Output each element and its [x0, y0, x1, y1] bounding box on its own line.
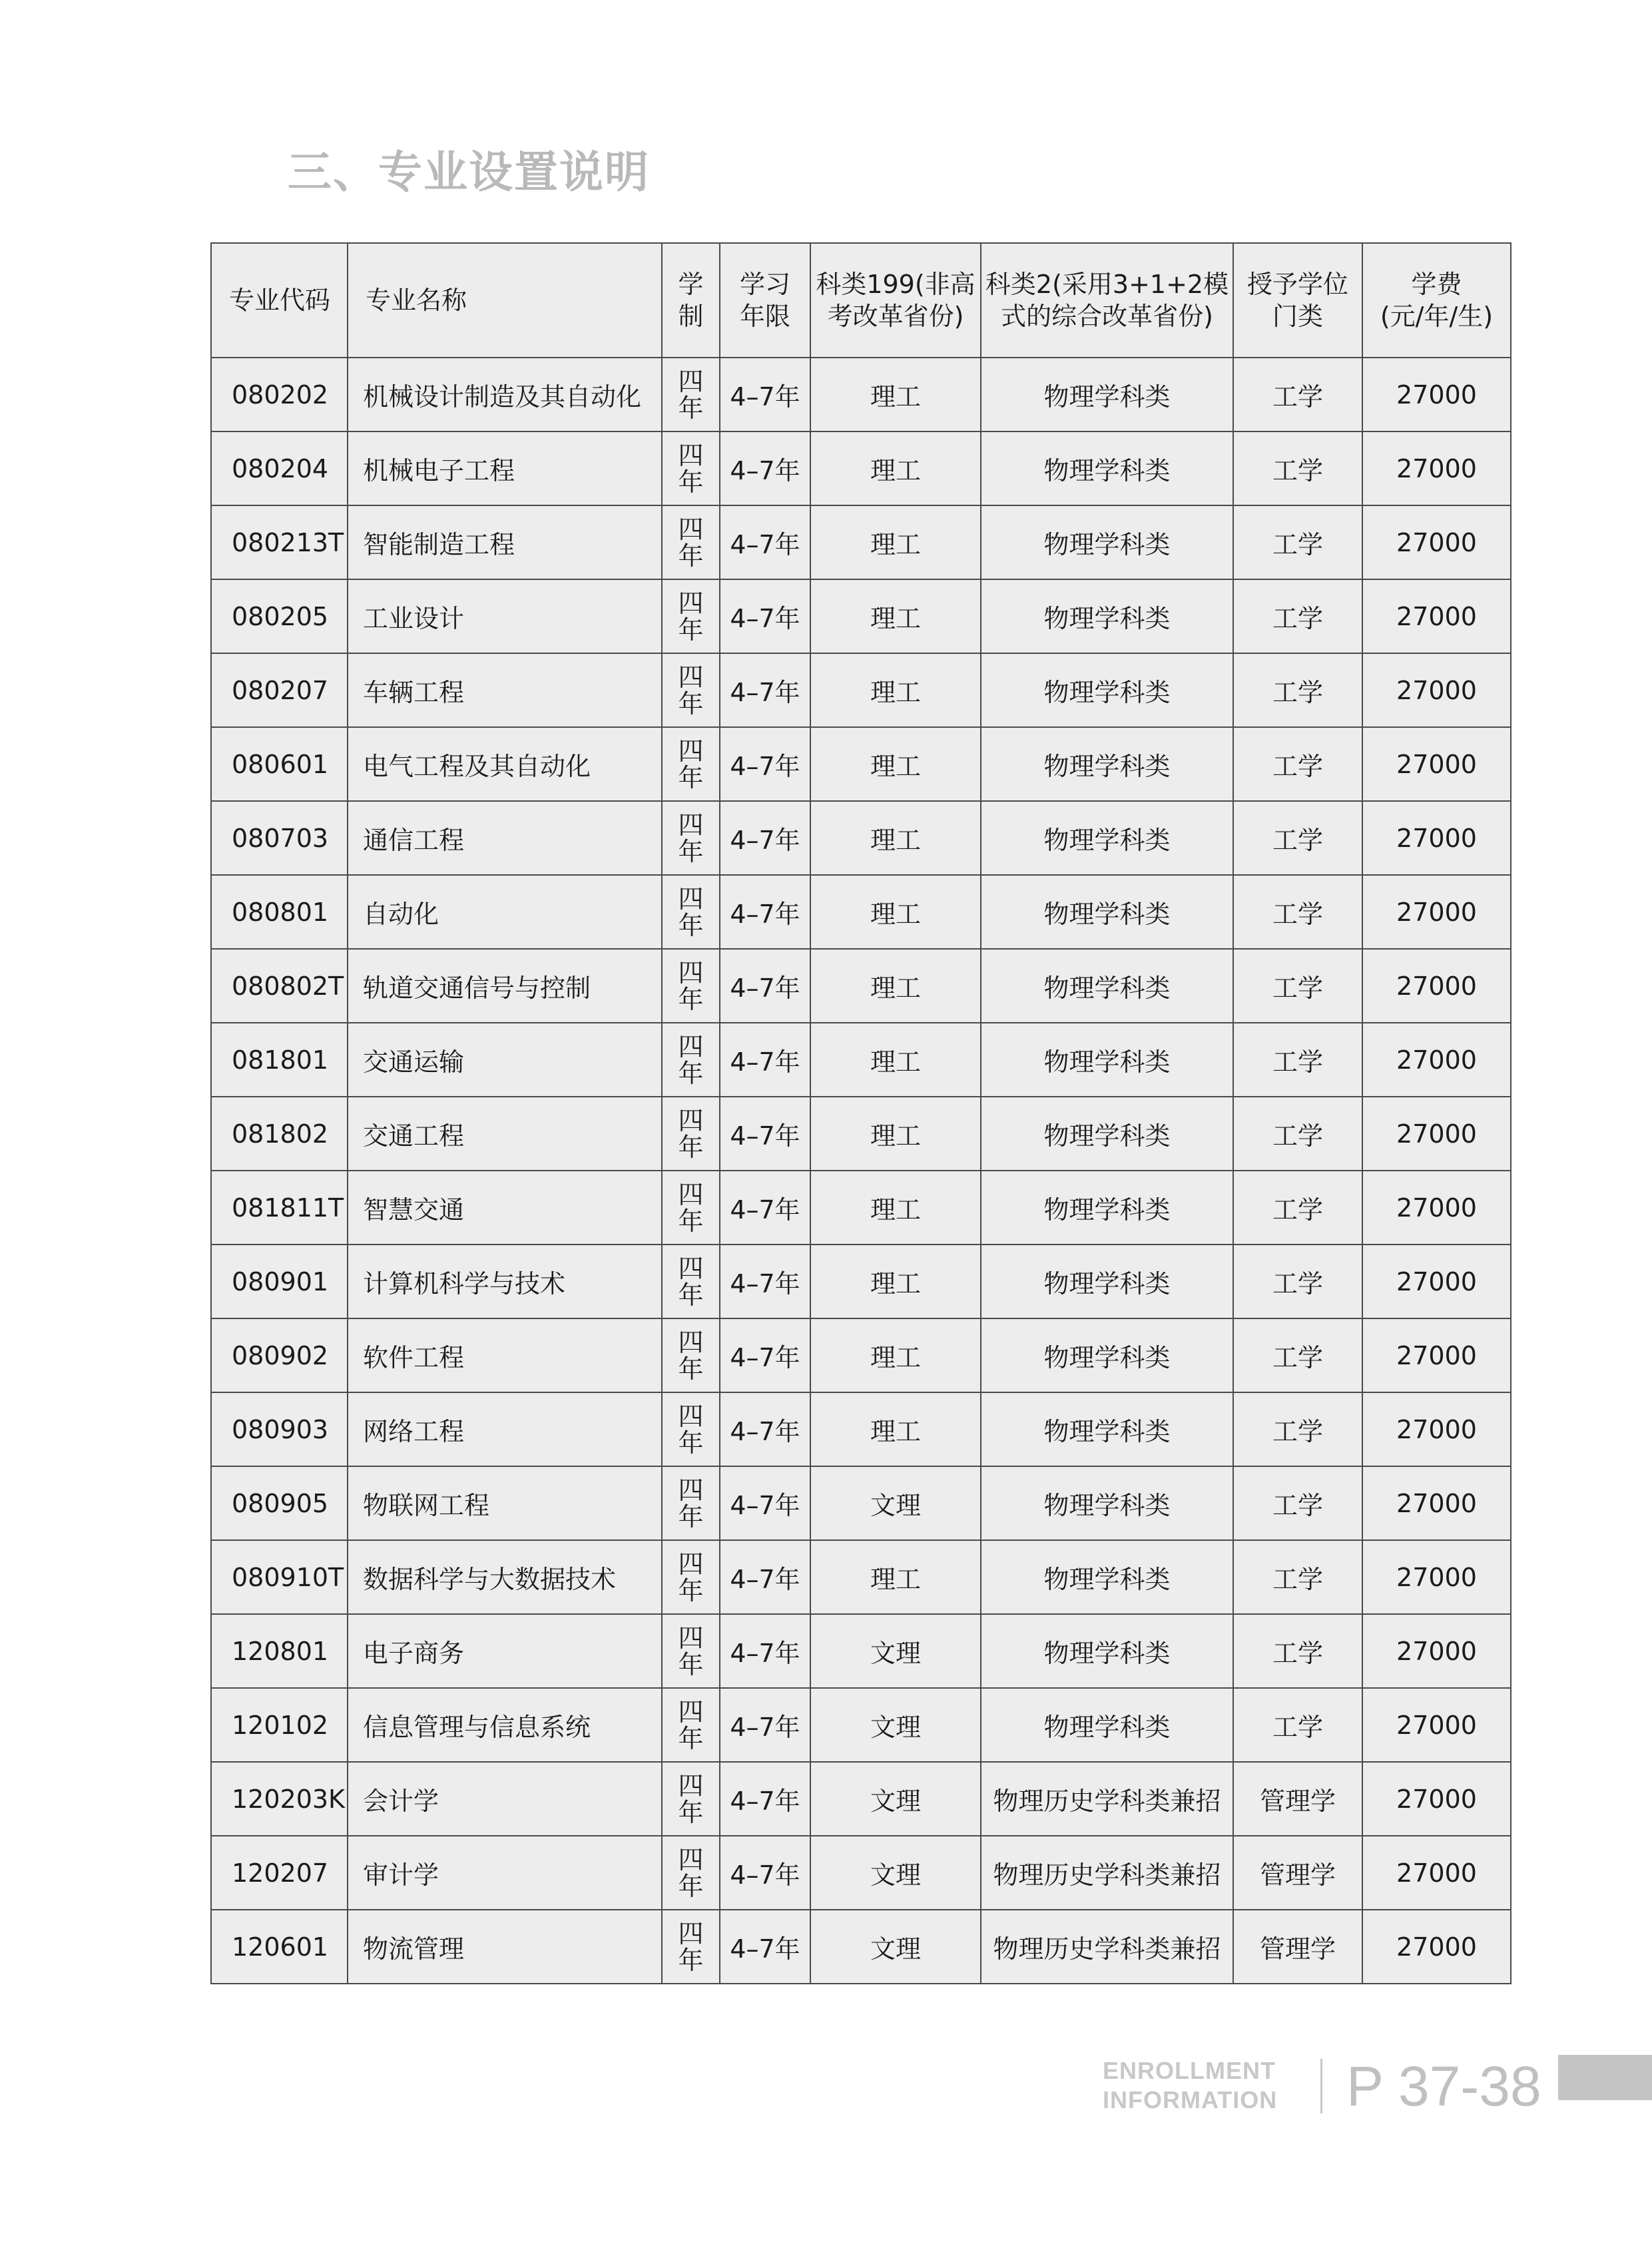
study-duration: 4–7年 [720, 801, 810, 875]
category-2: 物理学科类 [981, 1466, 1233, 1540]
study-system [662, 1910, 720, 1984]
major-name: 机械设计制造及其自动化 [348, 358, 662, 431]
major-name: 信息管理与信息系统 [348, 1688, 662, 1762]
study-system [662, 505, 720, 579]
study-system-char: 年 [678, 1206, 704, 1236]
major-name: 物流管理 [348, 1910, 662, 1984]
major-code: 120601 [211, 1910, 348, 1984]
study-system [662, 1614, 720, 1688]
category-2: 物理学科类 [981, 579, 1233, 653]
study-system-char: 四 [678, 1623, 704, 1653]
study-system [662, 1540, 720, 1614]
degree-type: 工学 [1233, 1688, 1362, 1762]
major-name: 交通运输 [348, 1023, 662, 1097]
tuition-fee: 27000 [1362, 1245, 1511, 1318]
study-duration: 4–7年 [720, 1540, 810, 1614]
study-system-char: 年 [678, 1354, 704, 1384]
tuition-fee: 27000 [1362, 727, 1511, 801]
study-system [662, 949, 720, 1023]
category-199: 理工 [810, 1392, 981, 1466]
study-system [662, 653, 720, 727]
category-2: 物理学科类 [981, 727, 1233, 801]
study-duration: 4–7年 [720, 1910, 810, 1984]
tuition-fee: 27000 [1362, 875, 1511, 949]
table-row [211, 949, 1511, 1023]
tuition-fee: 27000 [1362, 801, 1511, 875]
table-row [211, 1097, 1511, 1171]
study-duration: 4–7年 [720, 431, 810, 505]
major-name: 计算机科学与技术 [348, 1245, 662, 1318]
major-code: 120203K [211, 1762, 348, 1836]
degree-type: 管理学 [1233, 1762, 1362, 1836]
study-system [662, 431, 720, 505]
study-system [662, 1466, 720, 1540]
section-title: 三、专业设置说明 [288, 146, 650, 198]
major-code: 081802 [211, 1097, 348, 1171]
category-199: 理工 [810, 653, 981, 727]
study-system [662, 1171, 720, 1245]
major-name: 交通工程 [348, 1097, 662, 1171]
study-system-char: 年 [678, 1132, 704, 1162]
degree-type: 工学 [1233, 1614, 1362, 1688]
category-199: 理工 [810, 1245, 981, 1318]
study-duration: 4–7年 [720, 1097, 810, 1171]
major-name: 物联网工程 [348, 1466, 662, 1540]
table-row [211, 1836, 1511, 1910]
study-duration: 4–7年 [720, 1762, 810, 1836]
study-system [662, 1318, 720, 1392]
tuition-fee: 27000 [1362, 1392, 1511, 1466]
study-system-char: 四 [678, 588, 704, 618]
major-name: 软件工程 [348, 1318, 662, 1392]
degree-type: 工学 [1233, 505, 1362, 579]
study-system-char: 年 [678, 1649, 704, 1679]
major-name: 工业设计 [348, 579, 662, 653]
footer-label-line2: INFORMATION [1103, 2086, 1278, 2113]
study-system-char: 年 [678, 910, 704, 940]
major-code: 080905 [211, 1466, 348, 1540]
study-system-char: 年 [678, 1871, 704, 1901]
category-199: 理工 [810, 801, 981, 875]
category-2: 物理学科类 [981, 801, 1233, 875]
study-system [662, 358, 720, 431]
category-2: 物理学科类 [981, 505, 1233, 579]
table-row [211, 1540, 1511, 1614]
category-199: 文理 [810, 1614, 981, 1688]
category-2: 物理学科类 [981, 1097, 1233, 1171]
study-system-char: 年 [678, 393, 704, 423]
header-text: 考改革省份) [827, 302, 964, 331]
study-system-char: 四 [678, 366, 704, 396]
header-text: 科类2(采用3+1+2模 [985, 270, 1229, 299]
study-system [662, 875, 720, 949]
major-code: 080703 [211, 801, 348, 875]
major-name: 智能制造工程 [348, 505, 662, 579]
degree-type: 工学 [1233, 1023, 1362, 1097]
major-code: 080901 [211, 1245, 348, 1318]
table-row [211, 801, 1511, 875]
major-name: 轨道交通信号与控制 [348, 949, 662, 1023]
tuition-fee: 27000 [1362, 1318, 1511, 1392]
study-system [662, 579, 720, 653]
study-system-char: 四 [678, 958, 704, 987]
footer-divider [1320, 2059, 1322, 2113]
header-code [211, 243, 348, 358]
study-system-char: 年 [678, 1280, 704, 1310]
header-category-199 [810, 243, 981, 358]
study-duration: 4–7年 [720, 505, 810, 579]
study-duration: 4–7年 [720, 727, 810, 801]
category-2: 物理学科类 [981, 1614, 1233, 1688]
table-row [211, 1023, 1511, 1097]
category-2: 物理学科类 [981, 653, 1233, 727]
study-system-char: 年 [678, 1945, 704, 1975]
category-2: 物理学科类 [981, 431, 1233, 505]
degree-type: 工学 [1233, 1466, 1362, 1540]
study-duration: 4–7年 [720, 1023, 810, 1097]
study-duration: 4–7年 [720, 1318, 810, 1392]
category-199: 理工 [810, 431, 981, 505]
header-fee [1362, 243, 1511, 358]
degree-type: 管理学 [1233, 1836, 1362, 1910]
tuition-fee: 27000 [1362, 1910, 1511, 1984]
degree-type: 工学 [1233, 949, 1362, 1023]
category-2: 物理历史学科类兼招 [981, 1910, 1233, 1984]
table-row [211, 358, 1511, 431]
study-duration: 4–7年 [720, 653, 810, 727]
category-199: 文理 [810, 1910, 981, 1984]
table-row [211, 727, 1511, 801]
major-code: 120102 [211, 1688, 348, 1762]
degree-type: 工学 [1233, 1245, 1362, 1318]
study-duration: 4–7年 [720, 579, 810, 653]
tuition-fee: 27000 [1362, 1762, 1511, 1836]
table-row [211, 1614, 1511, 1688]
majors-table [210, 242, 1512, 1984]
tuition-fee: 27000 [1362, 1540, 1511, 1614]
table-row [211, 1392, 1511, 1466]
table-row [211, 1688, 1511, 1762]
category-199: 理工 [810, 1023, 981, 1097]
tuition-fee: 27000 [1362, 579, 1511, 653]
header-text: 学费 [1411, 270, 1462, 299]
study-system [662, 1392, 720, 1466]
table-row [211, 1171, 1511, 1245]
table-header-row [211, 243, 1511, 358]
study-duration: 4–7年 [720, 1836, 810, 1910]
category-2: 物理历史学科类兼招 [981, 1836, 1233, 1910]
study-system [662, 727, 720, 801]
header-text: 授予学位 [1246, 270, 1348, 299]
category-2: 物理学科类 [981, 1318, 1233, 1392]
category-2: 物理学科类 [981, 1171, 1233, 1245]
degree-type: 工学 [1233, 1318, 1362, 1392]
category-199: 理工 [810, 505, 981, 579]
major-code: 080207 [211, 653, 348, 727]
study-system-char: 年 [678, 984, 704, 1014]
study-system-char: 四 [678, 884, 704, 914]
major-name: 审计学 [348, 1836, 662, 1910]
study-system [662, 1245, 720, 1318]
category-2: 物理学科类 [981, 1023, 1233, 1097]
major-code: 081801 [211, 1023, 348, 1097]
study-system-char: 年 [678, 689, 704, 718]
study-system-char: 四 [678, 1253, 704, 1283]
study-duration: 4–7年 [720, 1688, 810, 1762]
study-system-char: 年 [678, 762, 704, 792]
category-199: 文理 [810, 1836, 981, 1910]
header-text: 专业名称 [366, 286, 467, 315]
study-system-char: 年 [678, 1723, 704, 1753]
tuition-fee: 27000 [1362, 1836, 1511, 1910]
category-2: 物理学科类 [981, 1245, 1233, 1318]
header-text: 学习 [739, 270, 790, 299]
category-199: 理工 [810, 1540, 981, 1614]
study-duration: 4–7年 [720, 949, 810, 1023]
study-duration: 4–7年 [720, 358, 810, 431]
tuition-fee: 27000 [1362, 505, 1511, 579]
major-code: 080213T [211, 505, 348, 579]
header-name [348, 243, 662, 358]
tuition-fee: 27000 [1362, 653, 1511, 727]
major-code: 081811T [211, 1171, 348, 1245]
degree-type: 工学 [1233, 1171, 1362, 1245]
study-system-char: 年 [678, 615, 704, 645]
study-duration: 4–7年 [720, 875, 810, 949]
table-row [211, 579, 1511, 653]
category-199: 理工 [810, 1171, 981, 1245]
category-2: 物理学科类 [981, 1392, 1233, 1466]
major-code: 120207 [211, 1836, 348, 1910]
tuition-fee: 27000 [1362, 431, 1511, 505]
major-code: 080601 [211, 727, 348, 801]
tuition-fee: 27000 [1362, 1688, 1511, 1762]
degree-type: 管理学 [1233, 1910, 1362, 1984]
degree-type: 工学 [1233, 801, 1362, 875]
study-system [662, 1023, 720, 1097]
degree-type: 工学 [1233, 727, 1362, 801]
table-row [211, 875, 1511, 949]
table-row [211, 1466, 1511, 1540]
tuition-fee: 27000 [1362, 949, 1511, 1023]
study-system-char: 四 [678, 1475, 704, 1505]
header-text: 门类 [1272, 302, 1323, 331]
table-row [211, 505, 1511, 579]
header-text: 年限 [739, 302, 790, 331]
study-system-char: 四 [678, 1918, 704, 1948]
header-text: 科类199(非高 [816, 270, 975, 299]
major-name: 自动化 [348, 875, 662, 949]
category-2: 物理学科类 [981, 1540, 1233, 1614]
study-system-char: 四 [678, 1401, 704, 1431]
header-system [662, 243, 720, 358]
major-code: 080903 [211, 1392, 348, 1466]
study-system [662, 1097, 720, 1171]
header-degree [1233, 243, 1362, 358]
footer-label [1103, 2056, 1277, 2115]
study-system [662, 1688, 720, 1762]
degree-type: 工学 [1233, 875, 1362, 949]
study-system-char: 年 [678, 1502, 704, 1532]
category-2: 物理学科类 [981, 875, 1233, 949]
study-duration: 4–7年 [720, 1171, 810, 1245]
tuition-fee: 27000 [1362, 358, 1511, 431]
study-system [662, 1836, 720, 1910]
degree-type: 工学 [1233, 1097, 1362, 1171]
major-code: 080205 [211, 579, 348, 653]
major-code: 080202 [211, 358, 348, 431]
category-2: 物理学科类 [981, 949, 1233, 1023]
category-2: 物理学科类 [981, 1688, 1233, 1762]
major-name: 电子商务 [348, 1614, 662, 1688]
study-system-char: 四 [678, 1031, 704, 1061]
page-number: P 37-38 [1346, 2055, 1541, 2117]
major-name: 通信工程 [348, 801, 662, 875]
study-system-char: 四 [678, 810, 704, 840]
study-system-char: 四 [678, 736, 704, 766]
category-2: 物理学科类 [981, 358, 1233, 431]
major-name: 电气工程及其自动化 [348, 727, 662, 801]
degree-type: 工学 [1233, 1540, 1362, 1614]
tuition-fee: 27000 [1362, 1614, 1511, 1688]
study-system [662, 801, 720, 875]
study-duration: 4–7年 [720, 1614, 810, 1688]
category-199: 理工 [810, 1097, 981, 1171]
header-text: 学 [678, 270, 704, 299]
table-row [211, 1910, 1511, 1984]
category-199: 理工 [810, 579, 981, 653]
tuition-fee: 27000 [1362, 1023, 1511, 1097]
category-199: 理工 [810, 949, 981, 1023]
footer-label-line1: ENROLLMENT [1103, 2057, 1276, 2084]
study-duration: 4–7年 [720, 1392, 810, 1466]
major-name: 数据科学与大数据技术 [348, 1540, 662, 1614]
degree-type: 工学 [1233, 358, 1362, 431]
table-row [211, 1318, 1511, 1392]
study-system-char: 年 [678, 467, 704, 497]
study-duration: 4–7年 [720, 1245, 810, 1318]
category-199: 理工 [810, 875, 981, 949]
header-text: 制 [678, 302, 704, 331]
study-system-char: 年 [678, 1797, 704, 1827]
study-system-char: 四 [678, 1327, 704, 1357]
major-name: 车辆工程 [348, 653, 662, 727]
study-system [662, 1762, 720, 1836]
major-code: 080910T [211, 1540, 348, 1614]
table-row [211, 431, 1511, 505]
category-199: 文理 [810, 1466, 981, 1540]
degree-type: 工学 [1233, 1392, 1362, 1466]
major-code: 080204 [211, 431, 348, 505]
header-category-2 [981, 243, 1233, 358]
tuition-fee: 27000 [1362, 1097, 1511, 1171]
tuition-fee: 27000 [1362, 1466, 1511, 1540]
tuition-fee: 27000 [1362, 1171, 1511, 1245]
study-system-char: 四 [678, 440, 704, 470]
category-2: 物理历史学科类兼招 [981, 1762, 1233, 1836]
study-system-char: 四 [678, 1844, 704, 1874]
category-199: 文理 [810, 1762, 981, 1836]
major-code: 080801 [211, 875, 348, 949]
header-text: 专业代码 [229, 286, 331, 315]
study-system-char: 年 [678, 541, 704, 571]
study-system-char: 年 [678, 1428, 704, 1458]
header-duration [720, 243, 810, 358]
study-system-char: 四 [678, 514, 704, 544]
degree-type: 工学 [1233, 653, 1362, 727]
major-code: 080902 [211, 1318, 348, 1392]
table-row [211, 653, 1511, 727]
header-text: 式的综合改革省份) [1001, 302, 1213, 331]
major-name: 会计学 [348, 1762, 662, 1836]
degree-type: 工学 [1233, 431, 1362, 505]
study-system-char: 四 [678, 1549, 704, 1579]
study-duration: 4–7年 [720, 1466, 810, 1540]
category-199: 理工 [810, 358, 981, 431]
study-system-char: 年 [678, 1058, 704, 1088]
major-code: 080802T [211, 949, 348, 1023]
major-name: 智慧交通 [348, 1171, 662, 1245]
study-system-char: 四 [678, 1771, 704, 1801]
study-system-char: 年 [678, 1575, 704, 1605]
category-199: 文理 [810, 1688, 981, 1762]
category-199: 理工 [810, 727, 981, 801]
degree-type: 工学 [1233, 579, 1362, 653]
study-system-char: 四 [678, 1697, 704, 1727]
table-row [211, 1245, 1511, 1318]
header-text: (元/年/生) [1380, 302, 1494, 331]
table-row [211, 1762, 1511, 1836]
study-system-char: 年 [678, 836, 704, 866]
major-code: 120801 [211, 1614, 348, 1688]
study-system-char: 四 [678, 662, 704, 692]
study-system-char: 四 [678, 1179, 704, 1209]
page-edge-tab [1558, 2055, 1652, 2100]
category-199: 理工 [810, 1318, 981, 1392]
major-name: 机械电子工程 [348, 431, 662, 505]
major-name: 网络工程 [348, 1392, 662, 1466]
study-system-char: 四 [678, 1105, 704, 1135]
